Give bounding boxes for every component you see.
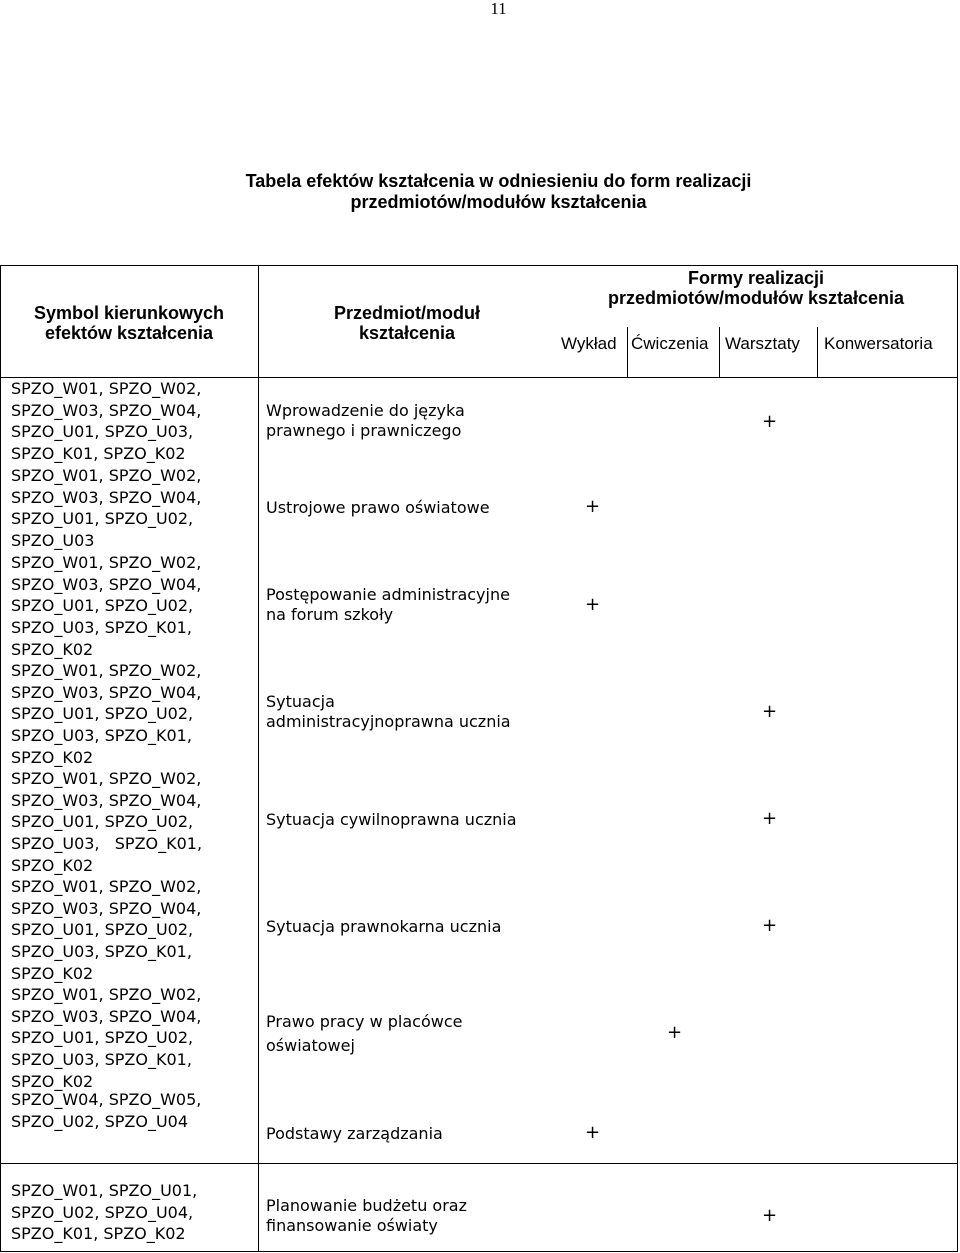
code-line: SPZO_K01, SPZO_K02 xyxy=(11,1224,186,1244)
code-line: SPZO_W03, SPZO_W04, xyxy=(11,574,202,594)
subject-line: Sytuacja cywilnoprawna ucznia xyxy=(266,810,517,829)
subject-cell xyxy=(266,810,556,830)
codes-cell xyxy=(11,552,251,661)
codes-cell xyxy=(11,876,251,985)
header-warsztaty: Warsztaty xyxy=(725,334,800,353)
code-line: SPZO_W01, SPZO_W02, xyxy=(11,379,202,398)
header-col1-line-2: efektów kształcenia xyxy=(44,323,214,343)
document-title xyxy=(0,171,960,213)
header-col2-line-2: kształcenia xyxy=(358,323,456,343)
subject-cell xyxy=(266,917,556,937)
code-line: SPZO_W01, SPZO_W02, xyxy=(11,877,202,896)
subject-line: Podstawy zarządzania xyxy=(266,1124,443,1143)
code-line: SPZO_K02 xyxy=(11,747,94,767)
code-line: SPZO_U01, SPZO_U02, xyxy=(11,812,194,832)
title-line-1: Tabela efektów kształcenia w odniesieniu do form realizacji xyxy=(245,171,752,191)
code-line: SPZO_U01, SPZO_U02, xyxy=(11,596,194,616)
subject-line: Sytuacja xyxy=(266,692,335,711)
subject-line: Ustrojowe prawo oświatowe xyxy=(266,498,490,517)
subject-line: Sytuacja prawnokarna ucznia xyxy=(266,917,502,936)
code-line: SPZO_U01, SPZO_U03, xyxy=(11,422,194,442)
subject-line: oświatowej xyxy=(266,1036,355,1055)
header-konwersatoria: Konwersatoria xyxy=(824,334,933,353)
form-mark: + xyxy=(667,1022,683,1043)
code-line: SPZO_U01, SPZO_U02, xyxy=(11,1028,194,1048)
form-mark: + xyxy=(762,915,778,936)
form-mark: + xyxy=(762,808,778,829)
subject-line: administracyjnoprawna ucznia xyxy=(266,712,511,731)
form-mark: + xyxy=(585,1122,601,1143)
form-mark: + xyxy=(762,1205,778,1226)
code-line: SPZO_K02 xyxy=(11,855,94,875)
form-mark: + xyxy=(762,701,778,722)
code-line: SPZO_U03, SPZO_K01, xyxy=(11,1050,192,1070)
code-line: SPZO_W03, SPZO_W04, xyxy=(11,898,202,918)
subject-cell xyxy=(266,1010,556,1058)
code-line: SPZO_K02 xyxy=(11,639,94,659)
header-forms-line-1: Formy realizacji xyxy=(687,268,825,288)
subject-cell xyxy=(266,401,556,441)
code-line: SPZO_K01, SPZO_K02 xyxy=(11,444,186,464)
code-line: SPZO_U03, SPZO_K01, xyxy=(11,618,192,638)
subject-line: finansowanie oświaty xyxy=(266,1216,438,1235)
header-col1-line-1: Symbol kierunkowych xyxy=(33,303,225,323)
form-mark: + xyxy=(762,411,778,432)
header-symbol-column xyxy=(1,303,257,343)
title-line-2: przedmiotów/modułów kształcenia xyxy=(350,192,647,212)
code-line: SPZO_W04, SPZO_W05, xyxy=(11,1090,202,1109)
subject-cell xyxy=(266,585,556,625)
code-line: SPZO_W03, SPZO_W04, xyxy=(11,400,202,420)
code-line: SPZO_W03, SPZO_W04, xyxy=(11,1006,202,1026)
subject-cell xyxy=(266,1196,556,1236)
code-line: SPZO_U03 xyxy=(11,531,95,551)
codes-cell xyxy=(11,1089,251,1132)
code-line: SPZO_W03, SPZO_W04, xyxy=(11,487,202,507)
code-line: SPZO_U02, SPZO_U04 xyxy=(11,1111,189,1131)
codes-cell xyxy=(11,1180,251,1245)
code-line: SPZO_W01, SPZO_W02, xyxy=(11,985,202,1004)
header-forms-line-2: przedmiotów/modułów kształcenia xyxy=(607,288,905,308)
page-number: 11 xyxy=(490,0,507,18)
codes-cell xyxy=(11,984,251,1093)
code-line: SPZO_W01, SPZO_U01, xyxy=(11,1181,198,1200)
code-line: SPZO_W01, SPZO_W02, xyxy=(11,769,202,788)
code-line: SPZO_U01, SPZO_U02, xyxy=(11,509,194,529)
code-line: SPZO_U01, SPZO_U02, xyxy=(11,704,194,724)
code-line: SPZO_K02 xyxy=(11,963,94,983)
codes-cell xyxy=(11,465,251,552)
code-line: SPZO_W03, SPZO_W04, xyxy=(11,682,202,702)
codes-cell xyxy=(11,660,251,769)
form-mark: + xyxy=(585,594,601,615)
subject-line: prawnego i prawniczego xyxy=(266,421,462,440)
subject-cell xyxy=(266,692,556,732)
code-line: SPZO_U03, SPZO_K01, xyxy=(11,942,192,962)
subject-cell xyxy=(266,1124,556,1144)
codes-cell xyxy=(11,768,251,877)
subject-cell xyxy=(266,498,556,518)
subject-line: Prawo pracy w placówce xyxy=(266,1012,463,1031)
subject-line: na forum szkoły xyxy=(266,605,394,624)
code-line: SPZO_W01, SPZO_W02, xyxy=(11,553,202,572)
subject-line: Postępowanie administracyjne xyxy=(266,585,510,604)
code-line: SPZO_U03, SPZO_K01, xyxy=(11,726,192,746)
form-mark: + xyxy=(585,496,601,517)
code-line: SPZO_K02 xyxy=(11,1071,94,1091)
code-line: SPZO_W01, SPZO_W02, xyxy=(11,466,202,485)
header-cwiczenia: Ćwiczenia xyxy=(631,334,709,353)
code-line: SPZO_U03, SPZO_K01, xyxy=(11,834,203,854)
codes-cell xyxy=(11,378,251,465)
code-line: SPZO_W01, SPZO_W02, xyxy=(11,661,202,680)
header-forms xyxy=(555,268,957,308)
header-subject-column xyxy=(259,303,555,343)
header-wyklad: Wykład xyxy=(561,334,617,353)
code-line: SPZO_U02, SPZO_U04, xyxy=(11,1202,194,1222)
code-line: SPZO_W03, SPZO_W04, xyxy=(11,790,202,810)
subject-line: Planowanie budżetu oraz xyxy=(266,1196,467,1215)
subject-line: Wprowadzenie do języka xyxy=(266,401,465,420)
code-line: SPZO_U01, SPZO_U02, xyxy=(11,920,194,940)
header-col2-line-1: Przedmiot/moduł xyxy=(333,303,480,323)
